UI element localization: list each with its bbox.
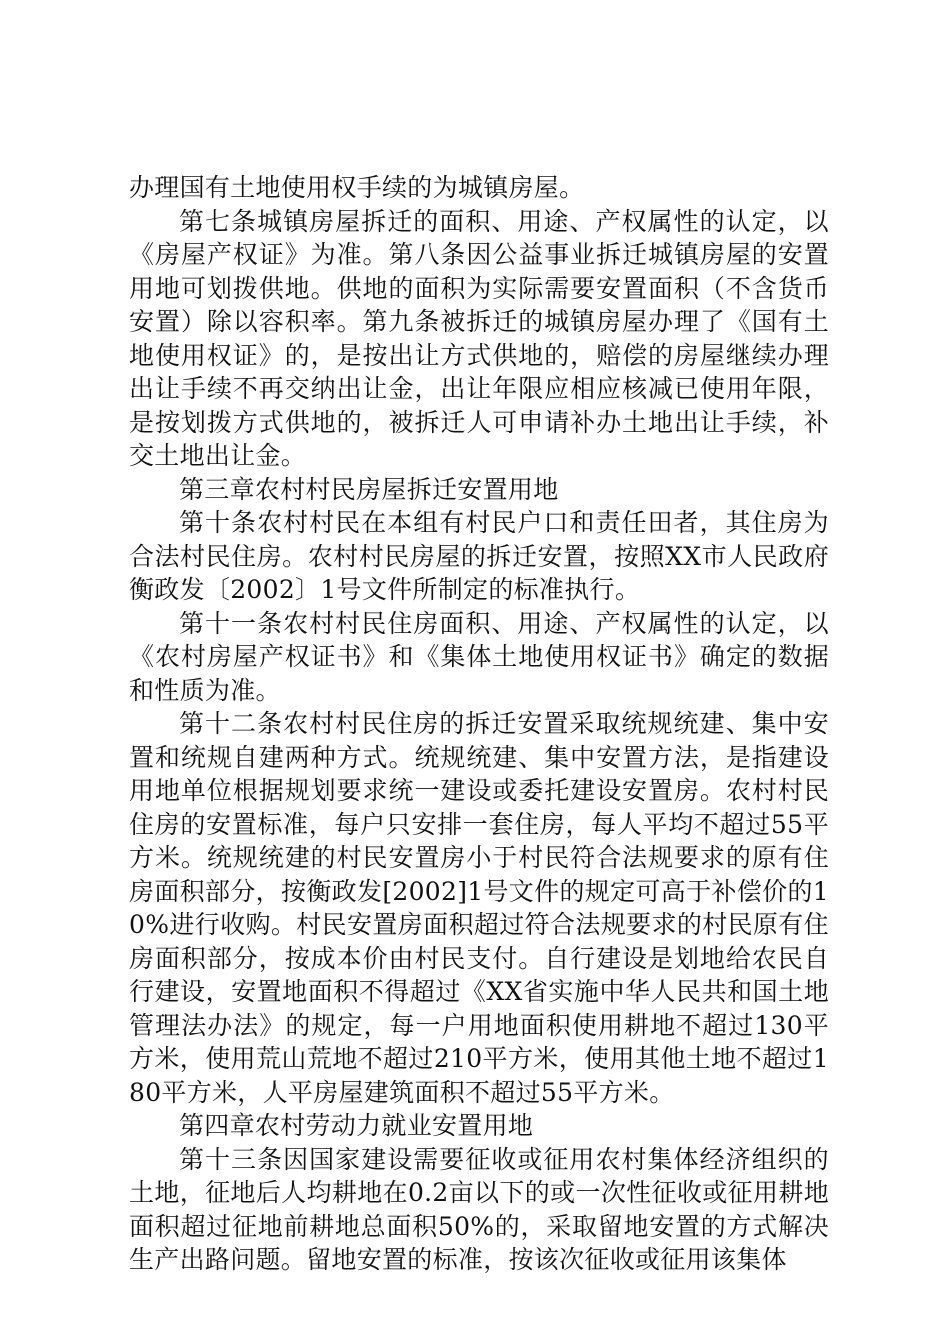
paragraph-article-12: 第十二条农村村民住房的拆迁安置采取统规统建、集中安置和统规自建两种方式。统规统建、集中安置方法，是指建设用地单位根据规划要求统一建设或委托建设安置房。农村村民住房的安置标准，每户只安排一套住房，每人平均不超过55平方米。统规统建的村民安置房小于村民符合法规要求的原有住房面积部分，按衡政发[2002]1号文件的规定可高于补偿价的10%进行收购。村民安置房面积超过符合法规要求的村民原有住房面积部分，按成本价由村民支付。自行建设是划地给农民自行建设，安置地面积不得超过《XX省实施中华人民共和国土地管理法办法》的规定，每一户用地面积使用耕地不超过130平方米，使用荒山荒地不超过210平方米，使用其他土地不超过180平方米，人平房屋建筑面积不超过55平方米。	[129, 709, 829, 1107]
chapter-4-heading: 第四章农村劳动力就业安置用地	[179, 1111, 534, 1140]
paragraph-article-13: 第十三条因国家建设需要征收或征用农村集体经济组织的土地，征地后人均耕地在0.2亩以下的或一次性征收或征用耕地面积超过征地前耕地总面积50%的，采取留地安置的方式解决生产出路问题。留地安置的标准，按该次征收或征用该集体	[129, 1144, 829, 1274]
chapter-3-heading: 第三章农村村民房屋拆迁安置用地	[179, 474, 559, 504]
paragraph-article-10: 第十条农村村民在本组有村民户口和责任田者，其住房为合法村民住房。农村村民房屋的拆迁安置，按照XX市人民政府衡政发〔2002〕1号文件所制定的标准执行。	[129, 508, 829, 604]
paragraph-continuation: 办理国有土地使用权手续的为城镇房屋。	[129, 173, 585, 202]
paragraph-article-11: 第十一条农村村民住房面积、用途、产权属性的认定，以《农村房屋产权证书》和《集体土地使用权证书》确定的数据和性质为准。	[129, 608, 829, 705]
document-body	[129, 171, 829, 1277]
paragraph-article-7-9: 第七条城镇房屋拆迁的面积、用途、产权属性的认定，以《房屋产权证》为准。第八条因公益事业拆迁城镇房屋的安置用地可划拨供地。供地的面积为实际需要安置面积（不含货币安置）除以容积率。第九条被拆迁的城镇房屋办理了《国有土地使用权证》的，是按出让方式供地的，赔偿的房屋继续办理出让手续不再交纳出让金，出让年限应相应核减已使用年限，是按划拨方式供地的，被拆迁人可申请补办土地出让手续，补交土地出让金。	[129, 206, 829, 470]
